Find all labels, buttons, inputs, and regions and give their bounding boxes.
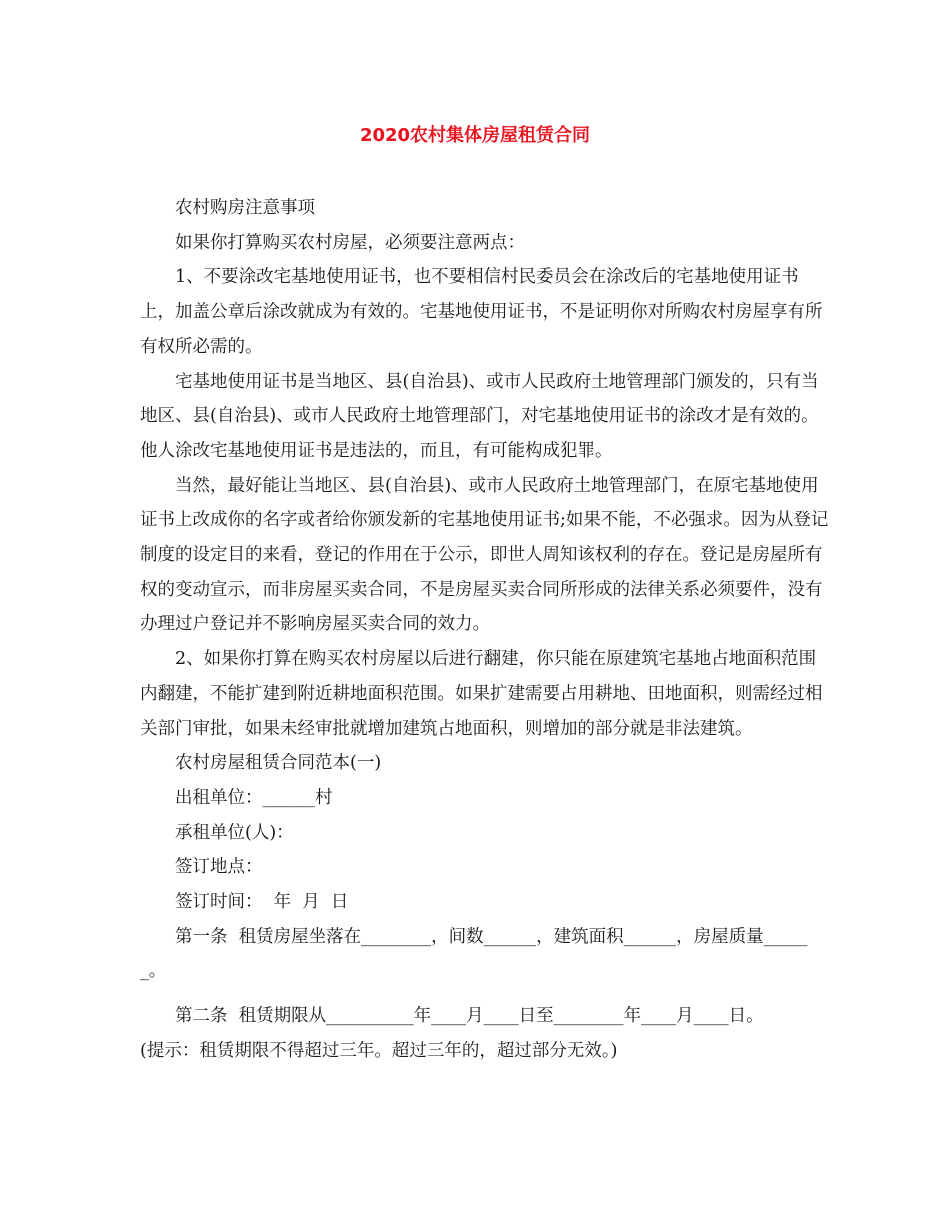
paragraph-contract-heading: 农村房屋租赁合同范本(一) bbox=[175, 753, 382, 774]
paragraph-point-2: 2、如果你打算在购买农村房屋以后进行翻建，你只能在原建筑宅基地占地面积范围内翻建，不能扩建到附近耕地面积范围。如果扩建需要占用耕地、田地面积，则需经过相关部门审批，如果未经审批就增加建筑占地面积，则增加的部分就是非法建筑。 bbox=[140, 649, 823, 739]
paragraph-intro: 如果你打算购买农村房屋，必须要注意两点： bbox=[175, 232, 525, 253]
paragraph-article-1: 第一条 租赁房屋坐落在________，间数______，建筑面积______，房屋质量______。 bbox=[140, 926, 808, 982]
paragraph-lessor: 出租单位：______村 bbox=[175, 787, 333, 808]
paragraph-lessee: 承租单位(人)： bbox=[175, 822, 294, 843]
spacer bbox=[140, 989, 830, 999]
paragraph-notice-heading: 农村购房注意事项 bbox=[175, 198, 315, 218]
document-body bbox=[140, 191, 830, 1069]
paragraph-article-2: 第二条 租赁期限从__________年____月____日至________年____月____日。 bbox=[175, 1006, 764, 1027]
paragraph-signing-place: 签订地点： bbox=[175, 857, 263, 878]
document-title: 2020农村集体房屋租赁合同 bbox=[359, 125, 591, 146]
paragraph-certificate: 宅基地使用证书是当地区、县(自治县)、或市人民政府土地管理部门颁发的，只有当地区、县(自治县)、或市人民政府土地管理部门，对宅基地使用证书的涂改才是有效的。他人涂改宅基地使用证书是违法的，而且，有可能构成犯罪。 bbox=[140, 371, 819, 461]
paragraph-registration: 当然，最好能让当地区、县(自治县)、或市人民政府土地管理部门，在原宅基地使用证书上改成你的名字或者给你颁发新的宅基地使用证书;如果不能，不必强求。因为从登记制度的设定目的来看，登记的作用在于公示，即世人周知该权利的存在。登记是房屋所有权的变动宣示，而非房屋买卖合同，不是房屋买卖合同所形成的法律关系必须要件，没有办理过户登记并不影响房屋买卖合同的效力。 bbox=[140, 475, 829, 635]
paragraph-point-1: 1、不要涂改宅基地使用证书，也不要相信村民委员会在涂改后的宅基地使用证书上，加盖公章后涂改就成为有效的。宅基地使用证书，不是证明你对所购农村房屋享有所有权所必需的。 bbox=[140, 267, 823, 357]
paragraph-signing-date: 签订时间： 年 月 日 bbox=[175, 892, 349, 913]
paragraph-hint: (提示：租赁期限不得超过三年。超过三年的，超过部分无效。) bbox=[140, 1040, 618, 1061]
